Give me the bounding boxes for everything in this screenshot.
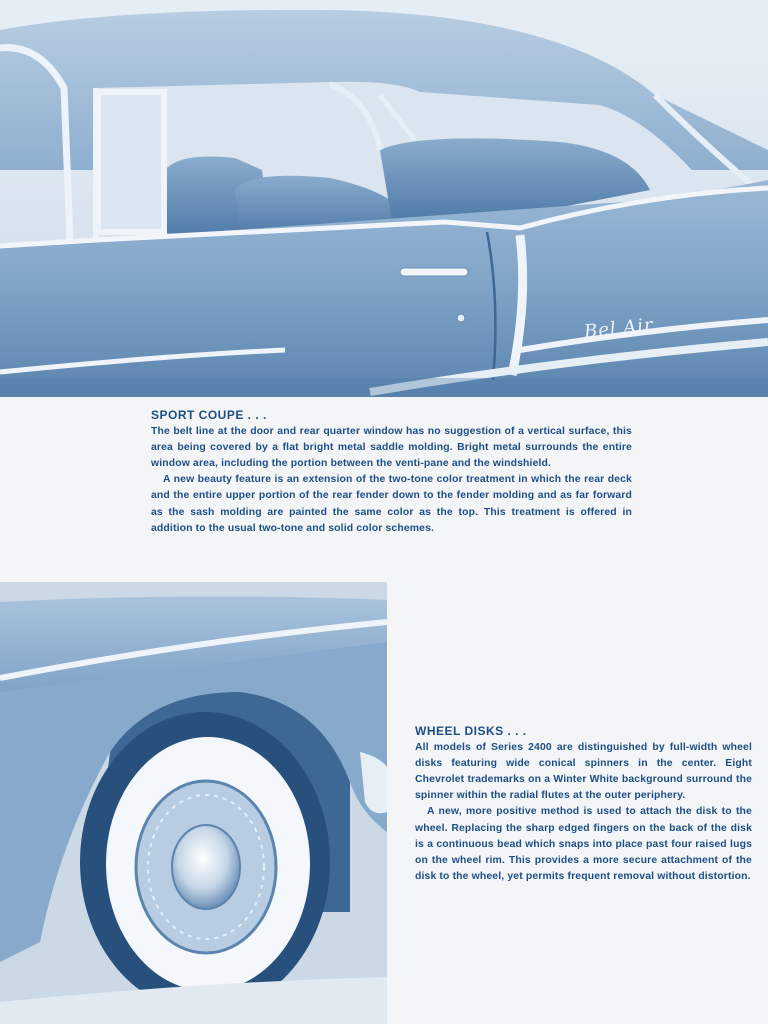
sport-coupe-photo [0,0,768,397]
wheel-disks-paragraph-2: A new, more positive method is used to attach the disk to the wheel. Replacing the sharp edged fingers on the back of the disk is a continuous bead which snaps into place past four raised lugs on the wheel rim. This provides a more secure attachment of the disk to the wheel, yet permits frequent removal without distortion. [415,806,752,882]
sport-coupe-paragraph-2: A new beauty feature is an extension of the two-tone color treatment in which the rear deck and the entire upper portion of the rear fender down to the fender molding and as far forward as the sash molding are painted the same color as the top. This treatment is offered in addition to the usual two-tone and solid color schemes. [151,474,632,534]
wheel-disks-heading: WHEEL DISKS . . . [415,724,527,738]
sport-coupe-illustration [0,0,768,397]
wheel-disks-section [415,723,752,885]
wheel-disks-paragraph-1: All models of Series 2400 are distinguished by full-width wheel disks featuring wide conical spinners in the center. Eight Chevrolet trademarks on a Winter White background surround the spinner within the radial flutes at the outer periphery. [415,742,752,802]
wheel-disk-photo [0,582,387,1024]
sport-coupe-section [151,407,632,537]
sport-coupe-paragraph-1: The belt line at the door and rear quarter window has no suggestion of a vertical surface, this area being covered by a flat bright metal saddle molding. Bright metal surrounds the entire window area, including the portion between the venti-pane and the windshield. [151,426,632,470]
sport-coupe-heading: SPORT COUPE . . . [151,408,267,422]
bel-air-badge: Bel Air [583,314,655,343]
wheel-disk-illustration [0,582,387,1024]
